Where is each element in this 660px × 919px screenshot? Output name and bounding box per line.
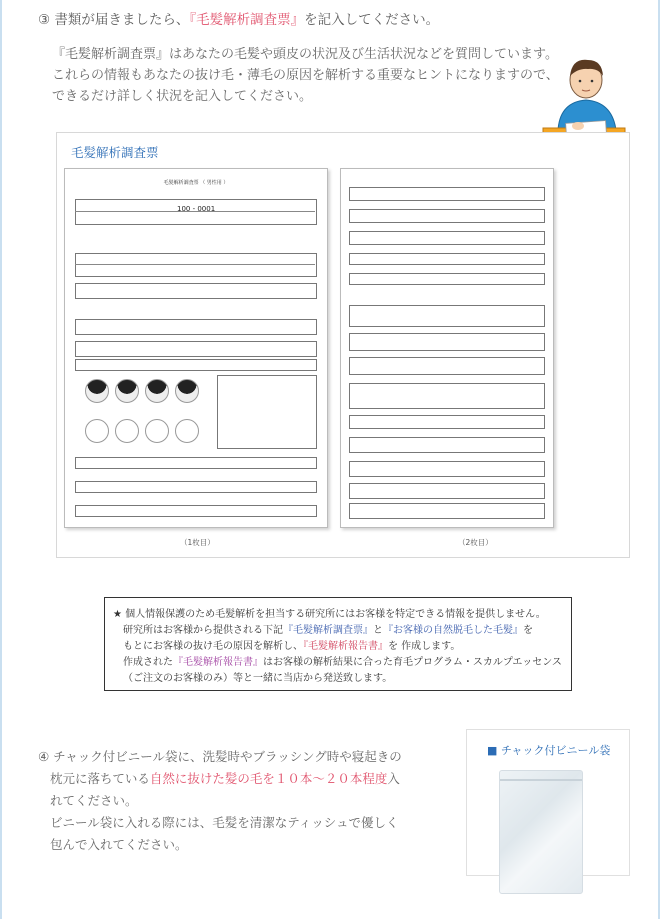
intro-line: 『毛髪解析調査票』はあなたの毛髪や頭皮の状況及び生活状況などを質問しています。 xyxy=(52,47,558,62)
notice-line: 作成された『毛髪解析報告書』はお客様の解析結果に合った育毛プログラム・スカルプエッセンス xyxy=(123,657,562,668)
sheet1-section-box xyxy=(75,319,317,335)
sheet1-heading: 毛髪解析調査票 （ 男性用 ） xyxy=(163,180,229,186)
page-frame-left xyxy=(0,0,2,919)
sheet1-section-box xyxy=(75,481,317,493)
sheet1-section-box xyxy=(75,341,317,357)
zip-bag-title: ■ チャック付ビニール袋 xyxy=(487,744,611,757)
sheet1-section-box xyxy=(75,283,317,299)
sheet1-notes-box xyxy=(217,375,317,449)
step4-line: ビニール袋に入れる際には、毛髪を清潔なティッシュで優しく xyxy=(50,815,399,830)
step4-line: 枕元に落ちている自然に抜けた髪の毛を１０本～２０本程度入 xyxy=(50,771,400,786)
sheet1-caption: （1枚目） xyxy=(180,538,215,547)
form-panel-title: 毛髪解析調査票 xyxy=(71,145,159,160)
survey-sheet-page-1 xyxy=(64,168,328,528)
step4-instructions xyxy=(38,746,402,856)
notice-line: ★ 個人情報保護のため毛髪解析を担当する研究所にはお客様を特定できる情報を提供しません。 xyxy=(113,609,546,620)
step3-suffix: を記入してください。 xyxy=(304,12,440,28)
sheet1-section-box xyxy=(75,253,317,277)
sheet2-caption: （2枚目） xyxy=(458,538,493,547)
intro-line: これらの情報もあなたの抜け毛・薄毛の原因を解析する重要なヒントになりますので、 xyxy=(52,68,559,83)
zip-bag-image xyxy=(499,770,583,894)
notice-line: もとにお客様の抜け毛の原因を解析し、『毛髪解析報告書』を 作成します。 xyxy=(123,641,461,652)
step4-line: れてください。 xyxy=(50,793,138,808)
sheet1-section-box xyxy=(75,359,317,371)
intro-line: できるだけ詳しく状況を記入してください。 xyxy=(52,89,313,104)
sheet1-section-box xyxy=(75,457,317,469)
intro-paragraph xyxy=(52,44,559,107)
zip-bag-panel xyxy=(466,729,630,876)
step4-line: 包んで入れてください。 xyxy=(50,837,188,852)
step3-highlight: 『毛髪解析調査票』 xyxy=(189,12,305,28)
step3-heading xyxy=(38,8,439,28)
sheet1-section-box xyxy=(75,505,317,517)
sheet1-serial-number: 100 - 0001 xyxy=(177,205,216,213)
notice-line: 研究所はお客様から提供される下記『毛髪解析調査票』と『お客様の自然脱毛した毛髪』を xyxy=(123,625,533,636)
notice-line: （ご注文のお客様のみ）等と一緒に当店から発送致します。 xyxy=(123,673,393,684)
privacy-notice-box xyxy=(104,597,572,691)
survey-sheet-page-2 xyxy=(340,168,554,528)
step4-line: ④ チャック付ビニール袋に、洗髪時やブラッシング時や寝起きの xyxy=(38,749,402,764)
step3-prefix: ③ 書類が届きましたら、 xyxy=(38,12,190,28)
